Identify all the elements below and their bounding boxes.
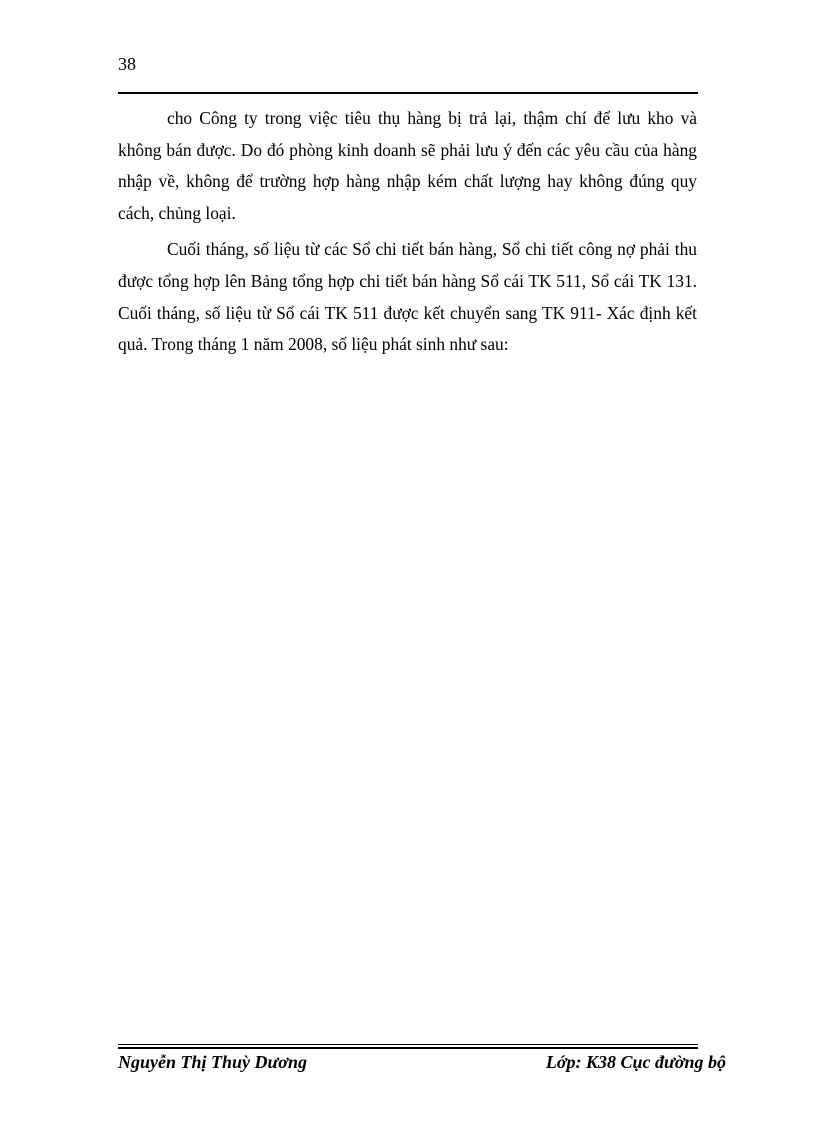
- footer-divider-thick: [118, 1047, 698, 1049]
- page-number: 38: [118, 54, 136, 74]
- document-body: [118, 103, 697, 366]
- footer-class: Lớp: K38 Cục đường bộ: [545, 1052, 726, 1072]
- footer-author: Nguyễn Thị Thuỳ Dương: [118, 1052, 307, 1072]
- paragraph-summary: Cuối tháng, số liệu từ các Sổ chi tiết bán hàng, Sổ chi tiết công nợ phải thu được tổng hợp lên Bảng tổng hợp chi tiết bán hàng Sổ cái TK 511, Sổ cái TK 131. Cuối tháng, số liệu từ Sổ cái TK 511 được kết chuyển sang TK 911- Xác định kết quả. Trong tháng 1 năm 2008, số liệu phát sinh như sau:: [118, 239, 697, 355]
- paragraph-continuation: cho Công ty trong việc tiêu thụ hàng bị trả lại, thậm chí để lưu kho và không bán được. Do đó phòng kinh doanh sẽ phải lưu ý đến các yêu cầu của hàng nhập về, không để trường hợp hàng nhập kém chất lượng hay không đúng quy cách, chủng loại.: [118, 108, 697, 223]
- header-divider: [118, 92, 698, 94]
- footer-divider: [118, 1044, 698, 1045]
